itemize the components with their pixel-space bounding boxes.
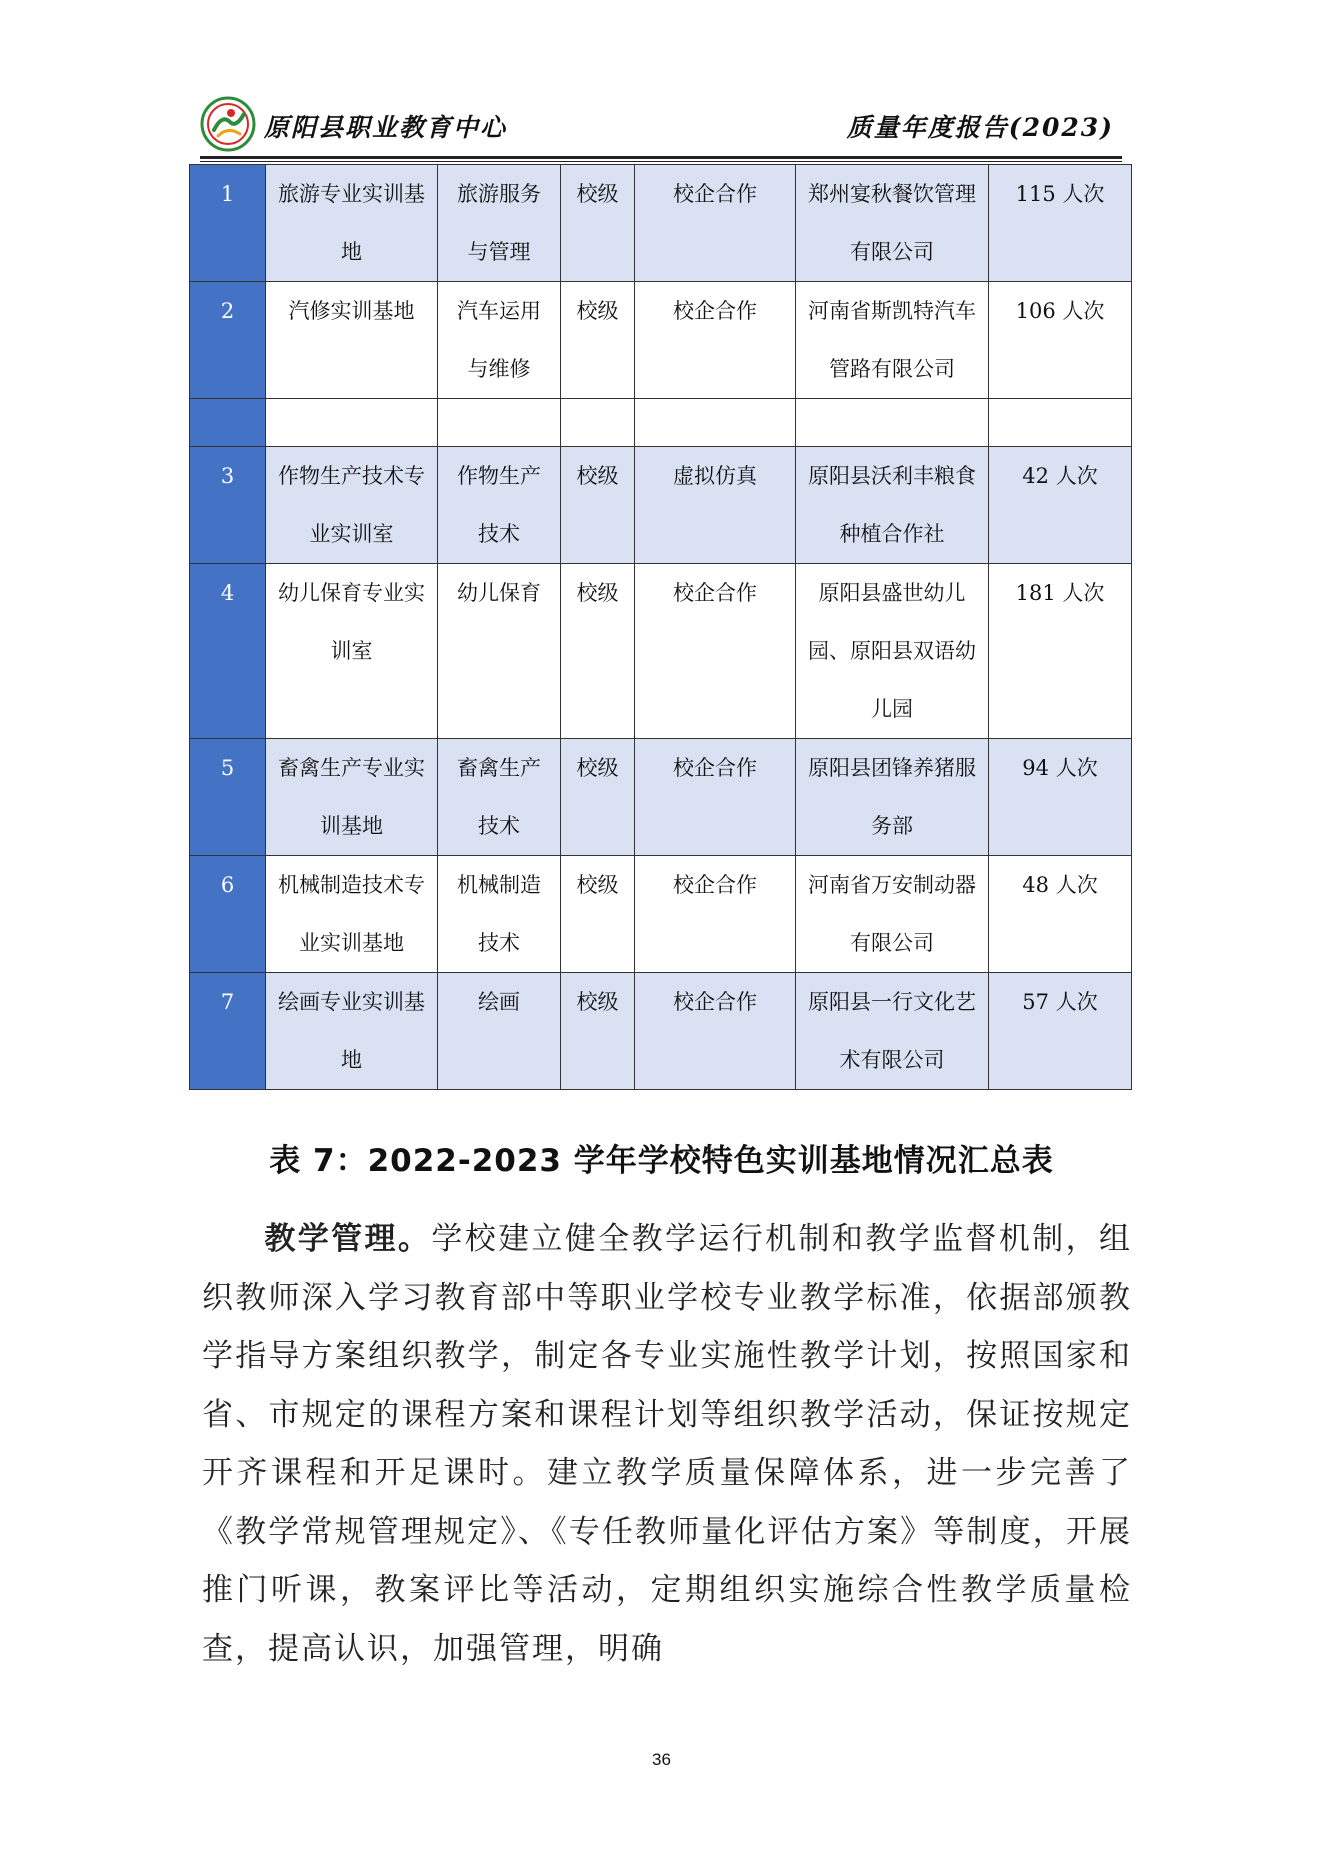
cell-type: 虚拟仿真 — [635, 447, 796, 564]
cell-type — [635, 399, 796, 447]
cell-major — [438, 399, 561, 447]
cell-no: 2 — [190, 282, 266, 399]
cell-level: 校级 — [561, 282, 635, 399]
school-logo-icon — [200, 96, 256, 152]
cell-major: 作物生产技术 — [438, 447, 561, 564]
cell-type: 校企合作 — [635, 973, 796, 1090]
cell-type: 校企合作 — [635, 282, 796, 399]
cell-level: 校级 — [561, 165, 635, 282]
cell-count: 115 人次 — [989, 165, 1132, 282]
cell-major: 汽车运用与维修 — [438, 282, 561, 399]
cell-count: 106 人次 — [989, 282, 1132, 399]
cell-no: 1 — [190, 165, 266, 282]
cell-partner: 原阳县一行文化艺术有限公司 — [796, 973, 989, 1090]
cell-level: 校级 — [561, 564, 635, 739]
cell-type: 校企合作 — [635, 564, 796, 739]
header-divider-thin — [200, 161, 1122, 162]
cell-level: 校级 — [561, 856, 635, 973]
cell-level: 校级 — [561, 447, 635, 564]
cell-major: 机械制造技术 — [438, 856, 561, 973]
cell-major: 绘画 — [438, 973, 561, 1090]
body-paragraph — [202, 1210, 1132, 1678]
cell-count: 181 人次 — [989, 564, 1132, 739]
cell-no: 5 — [190, 739, 266, 856]
header-divider — [200, 156, 1122, 159]
table-row — [190, 973, 1132, 1090]
cell-partner: 原阳县盛世幼儿园、原阳县双语幼儿园 — [796, 564, 989, 739]
cell-partner: 河南省斯凯特汽车管路有限公司 — [796, 282, 989, 399]
cell-no: 7 — [190, 973, 266, 1090]
paragraph-text: 学校建立健全教学运行机制和教学监督机制，组织教师深入学习教育部中等职业学校专业教学标准，依据部颁教学指导方案组织教学，制定各专业实施性教学计划，按照国家和省、市规定的课程方案和课程计划等组织教学活动，保证按规定开齐课程和开足课时。建立教学质量保障体系，进一步完善了《教学常规管理规定》、《专任教师量化评估方案》等制度，开展推门听课，教案评比等活动，定期组织实施综合性教学质量检查，提高认识，加强管理，明确 — [202, 1221, 1133, 1667]
cell-partner: 原阳县沃利丰粮食种植合作社 — [796, 447, 989, 564]
cell-level: 校级 — [561, 739, 635, 856]
report-title: 质量年度报告(2023) — [846, 113, 1114, 142]
cell-type: 校企合作 — [635, 739, 796, 856]
cell-major: 幼儿保育 — [438, 564, 561, 739]
cell-level: 校级 — [561, 973, 635, 1090]
table-row — [190, 282, 1132, 399]
table-row — [190, 165, 1132, 282]
cell-type: 校企合作 — [635, 165, 796, 282]
training-base-table — [189, 164, 1132, 1090]
cell-count: 42 人次 — [989, 447, 1132, 564]
cell-name: 幼儿保育专业实训室 — [266, 564, 438, 739]
table-row — [190, 399, 1132, 447]
paragraph-lead: 教学管理。 — [264, 1221, 432, 1257]
cell-no: 4 — [190, 564, 266, 739]
page-number: 36 — [652, 1750, 671, 1769]
cell-name: 机械制造技术专业实训基地 — [266, 856, 438, 973]
page-header — [200, 96, 1122, 154]
cell-name — [266, 399, 438, 447]
cell-count: 57 人次 — [989, 973, 1132, 1090]
cell-name: 旅游专业实训基地 — [266, 165, 438, 282]
cell-count — [989, 399, 1132, 447]
cell-count: 48 人次 — [989, 856, 1132, 973]
table-row — [190, 739, 1132, 856]
cell-count: 94 人次 — [989, 739, 1132, 856]
cell-no: 3 — [190, 447, 266, 564]
cell-name: 作物生产技术专业实训室 — [266, 447, 438, 564]
cell-no — [190, 399, 266, 447]
cell-name: 畜禽生产专业实训基地 — [266, 739, 438, 856]
cell-level — [561, 399, 635, 447]
table-row — [190, 856, 1132, 973]
table-caption: 表 7：2022-2023 学年学校特色实训基地情况汇总表 — [269, 1143, 1054, 1179]
table-row — [190, 564, 1132, 739]
cell-major: 旅游服务与管理 — [438, 165, 561, 282]
table-row — [190, 447, 1132, 564]
cell-partner: 原阳县团锋养猪服务部 — [796, 739, 989, 856]
org-name: 原阳县职业教育中心 — [264, 113, 508, 142]
cell-name: 绘画专业实训基地 — [266, 973, 438, 1090]
cell-partner: 郑州宴秋餐饮管理有限公司 — [796, 165, 989, 282]
cell-partner — [796, 399, 989, 447]
cell-major: 畜禽生产技术 — [438, 739, 561, 856]
cell-no: 6 — [190, 856, 266, 973]
cell-partner: 河南省万安制动器有限公司 — [796, 856, 989, 973]
cell-name: 汽修实训基地 — [266, 282, 438, 399]
cell-type: 校企合作 — [635, 856, 796, 973]
